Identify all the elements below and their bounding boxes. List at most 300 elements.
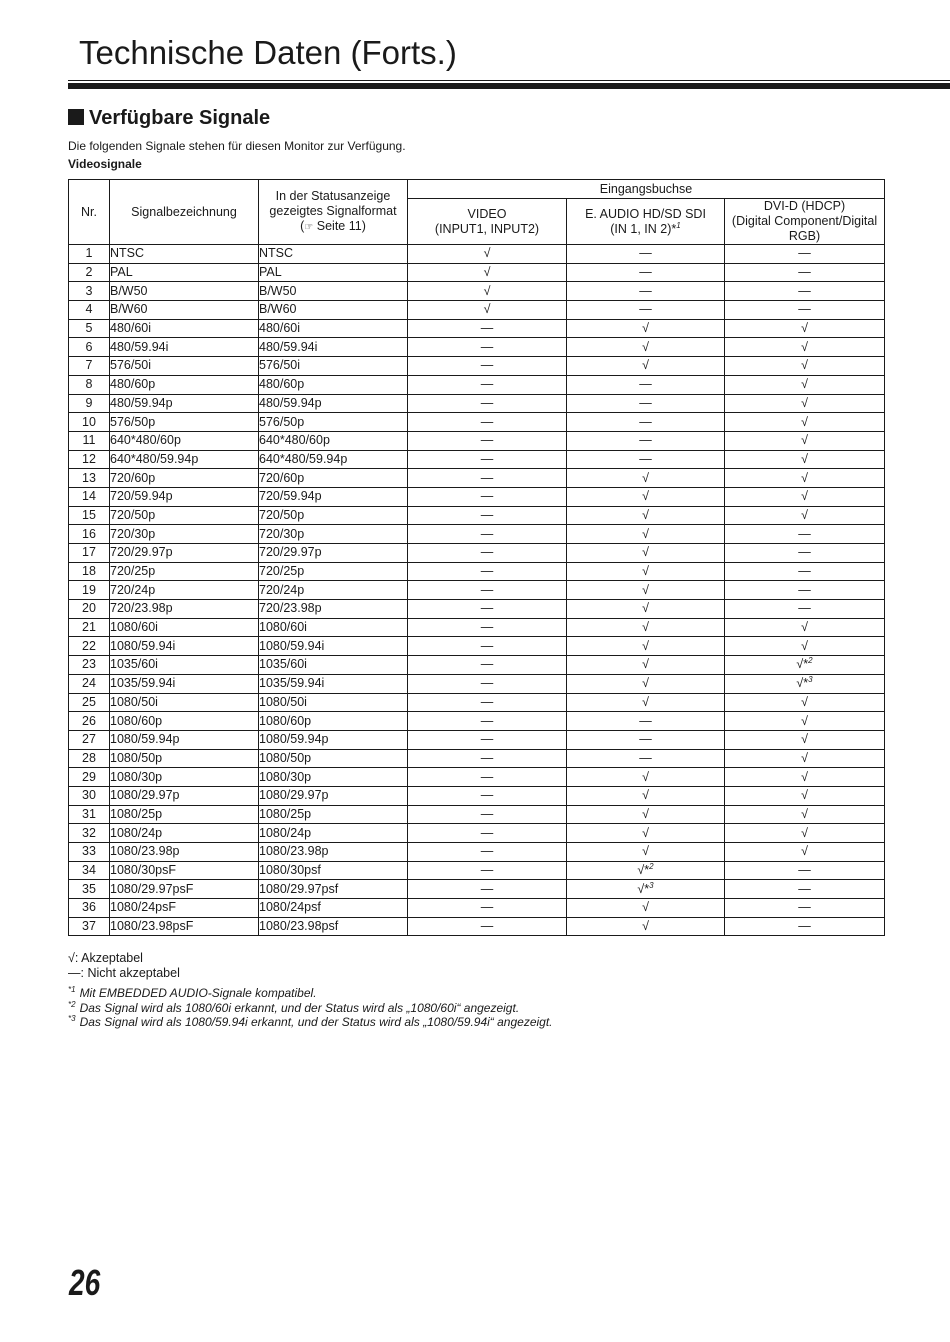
row-dvi-support xyxy=(725,730,885,749)
row-dvi-support-value: — xyxy=(798,526,811,541)
row-status-format-value: 640*480/60p xyxy=(259,433,330,448)
row-audio-support xyxy=(567,469,725,488)
row-video-support-value: — xyxy=(480,900,494,915)
signals-table xyxy=(68,179,885,936)
table-row xyxy=(69,413,885,432)
row-audio-support xyxy=(567,824,725,843)
row-video-support-value: — xyxy=(480,321,494,336)
row-video-support xyxy=(408,301,567,320)
row-number-value: 29 xyxy=(82,769,96,784)
table-row xyxy=(69,506,885,525)
row-audio-support-note: 3 xyxy=(649,880,654,890)
row-signal-name-value: 1080/50p xyxy=(110,750,163,765)
row-number-value: 10 xyxy=(82,414,96,429)
table-row xyxy=(69,263,885,282)
footnote-1-text: Mit EMBEDDED AUDIO-Signale kompatibel. xyxy=(79,986,317,1000)
table-row xyxy=(69,301,885,320)
row-audio-support-value: √* xyxy=(637,863,650,878)
row-video-support-value: — xyxy=(480,620,494,635)
row-dvi-support xyxy=(725,282,885,301)
square-bullet-icon xyxy=(68,109,84,125)
row-video-support xyxy=(408,730,567,749)
row-status-format xyxy=(259,693,408,712)
row-status-format-value: NTSC xyxy=(259,246,294,261)
row-audio-support xyxy=(567,843,725,862)
row-video-support-value: — xyxy=(480,414,494,429)
pointing-hand-icon: ☞ xyxy=(304,222,314,233)
row-video-support xyxy=(408,338,567,357)
header-status-format xyxy=(259,180,408,245)
row-video-support-value: — xyxy=(480,638,494,653)
row-status-format xyxy=(259,618,408,637)
row-signal-name-value: 1080/29.97psF xyxy=(110,881,194,896)
row-number-value: 25 xyxy=(82,694,96,709)
header-dvi-line3: RGB) xyxy=(788,229,821,243)
row-video-support-value: — xyxy=(480,788,494,803)
table-row xyxy=(69,469,885,488)
row-status-format-value: 1080/24p xyxy=(259,825,312,840)
footnote-2 xyxy=(68,1001,553,1016)
row-dvi-support xyxy=(725,581,885,600)
row-video-support-value: — xyxy=(480,395,494,410)
row-number-value: 6 xyxy=(85,339,93,354)
row-video-support xyxy=(408,637,567,656)
row-number-value: 14 xyxy=(82,489,96,504)
row-status-format xyxy=(259,301,408,320)
row-audio-support-value: √ xyxy=(642,545,649,560)
row-number-value: 23 xyxy=(82,657,96,672)
row-dvi-support xyxy=(725,880,885,899)
header-audio-line1: E. AUDIO HD/SD SDI xyxy=(585,206,706,221)
row-signal-name-value: 1080/24psF xyxy=(110,900,177,915)
row-audio-support xyxy=(567,768,725,787)
row-signal-name xyxy=(110,245,259,264)
row-dvi-support-value: — xyxy=(798,564,811,579)
row-status-format-value: B/W50 xyxy=(259,283,297,298)
row-dvi-support xyxy=(725,263,885,282)
row-signal-name xyxy=(110,786,259,805)
row-dvi-support-value: — xyxy=(798,265,811,280)
row-number-value: 21 xyxy=(82,620,96,635)
row-audio-support-note: 2 xyxy=(649,861,654,871)
row-dvi-support-value: — xyxy=(798,881,811,896)
row-status-format-value: 480/59.94p xyxy=(259,395,322,410)
row-number xyxy=(69,880,110,899)
row-audio-support-value: √ xyxy=(642,769,649,784)
row-status-format-value: 1080/29.97p xyxy=(259,788,329,803)
row-number xyxy=(69,469,110,488)
row-video-support-value: — xyxy=(480,526,494,541)
row-audio-support xyxy=(567,880,725,899)
row-dvi-support xyxy=(725,805,885,824)
row-signal-name xyxy=(110,506,259,525)
row-audio-support xyxy=(567,786,725,805)
row-signal-name xyxy=(110,469,259,488)
row-signal-name xyxy=(110,319,259,338)
row-signal-name xyxy=(110,730,259,749)
row-audio-support xyxy=(567,394,725,413)
row-video-support-value: — xyxy=(480,470,494,485)
row-audio-support-value: √ xyxy=(642,358,649,373)
row-audio-support-value: √ xyxy=(642,657,649,672)
row-dvi-support-note: 2 xyxy=(808,656,813,666)
row-signal-name-value: 1080/29.97p xyxy=(110,788,180,803)
row-audio-support-value: √ xyxy=(642,339,649,354)
row-video-support-value: — xyxy=(480,732,494,747)
row-signal-name-value: 1080/23.98psF xyxy=(110,919,194,934)
row-audio-support-value: — xyxy=(639,732,652,747)
row-audio-support xyxy=(567,749,725,768)
row-signal-name xyxy=(110,712,259,731)
row-video-support xyxy=(408,712,567,731)
row-video-support-value: √ xyxy=(483,246,491,261)
row-number-value: 24 xyxy=(82,676,96,691)
row-number-value: 28 xyxy=(82,750,96,765)
row-video-support xyxy=(408,861,567,880)
row-signal-name-value: 480/59.94i xyxy=(110,339,169,354)
header-dvi-line2: (Digital Component/Digital xyxy=(731,214,878,228)
table-row xyxy=(69,656,885,675)
row-audio-support-value: √ xyxy=(642,507,649,522)
row-status-format xyxy=(259,394,408,413)
row-signal-name-value: 1080/50i xyxy=(110,694,158,709)
row-signal-name xyxy=(110,525,259,544)
row-dvi-support-value: √ xyxy=(801,489,808,504)
row-signal-name xyxy=(110,656,259,675)
table-row xyxy=(69,824,885,843)
row-audio-support xyxy=(567,282,725,301)
footnote-1-mark: *1 xyxy=(68,985,76,994)
row-number xyxy=(69,562,110,581)
row-audio-support xyxy=(567,338,725,357)
row-number-value: 18 xyxy=(82,564,96,579)
row-number xyxy=(69,450,110,469)
header-dvi xyxy=(725,199,885,245)
row-audio-support-value: √ xyxy=(642,694,649,709)
row-number-value: 34 xyxy=(82,863,96,878)
footnote-1 xyxy=(68,986,553,1001)
row-dvi-support-value: √ xyxy=(801,507,808,522)
row-dvi-support xyxy=(725,899,885,918)
row-number xyxy=(69,282,110,301)
legend xyxy=(68,951,180,981)
row-dvi-support xyxy=(725,469,885,488)
row-audio-support xyxy=(567,413,725,432)
table-row xyxy=(69,544,885,563)
row-audio-support xyxy=(567,544,725,563)
row-status-format xyxy=(259,656,408,675)
table-body xyxy=(69,245,885,936)
row-signal-name xyxy=(110,581,259,600)
row-audio-support xyxy=(567,805,725,824)
row-audio-support-value: — xyxy=(639,265,652,280)
header-video-line2: (INPUT1, INPUT2) xyxy=(434,221,540,236)
row-status-format-value: 1080/60p xyxy=(259,713,312,728)
row-video-support-value: — xyxy=(480,582,494,597)
row-video-support xyxy=(408,263,567,282)
row-audio-support xyxy=(567,375,725,394)
row-audio-support xyxy=(567,431,725,450)
row-dvi-support xyxy=(725,749,885,768)
row-number xyxy=(69,431,110,450)
row-dvi-support-value: √ xyxy=(801,825,808,840)
row-status-format xyxy=(259,712,408,731)
row-status-format-value: 720/23.98p xyxy=(259,601,322,616)
row-signal-name xyxy=(110,618,259,637)
row-status-format-value: 576/50p xyxy=(259,414,305,429)
row-video-support-value: — xyxy=(480,713,494,728)
row-audio-support-value: — xyxy=(639,414,652,429)
row-dvi-support-value: √ xyxy=(801,377,808,392)
row-signal-name-value: 1080/25p xyxy=(110,806,163,821)
row-dvi-support-value: √ xyxy=(801,844,808,859)
row-status-format xyxy=(259,413,408,432)
row-dvi-support xyxy=(725,843,885,862)
row-status-format-value: 720/25p xyxy=(259,564,305,579)
row-video-support-value: — xyxy=(480,601,494,616)
row-signal-name-value: 480/60i xyxy=(110,321,152,336)
row-status-format-value: 1080/29.97psf xyxy=(259,881,339,896)
row-signal-name-value: 720/60p xyxy=(110,470,156,485)
row-number-value: 9 xyxy=(85,395,93,410)
row-signal-name xyxy=(110,375,259,394)
header-status-format-line1: In der Statusanzeige xyxy=(275,189,391,203)
row-audio-support-value: — xyxy=(639,246,652,261)
row-number xyxy=(69,786,110,805)
row-signal-name-value: 1080/30p xyxy=(110,769,163,784)
header-video-line1: VIDEO xyxy=(467,206,507,221)
row-audio-support xyxy=(567,656,725,675)
row-status-format-value: 1080/59.94i xyxy=(259,638,325,653)
row-audio-support xyxy=(567,693,725,712)
row-dvi-support-value: √ xyxy=(801,638,808,653)
row-status-format-value: 1035/59.94i xyxy=(259,676,325,691)
row-number-value: 15 xyxy=(82,507,96,522)
row-dvi-support-value: — xyxy=(798,302,811,317)
row-status-format xyxy=(259,861,408,880)
row-status-format-value: 640*480/59.94p xyxy=(259,451,348,466)
row-number-value: 27 xyxy=(82,732,96,747)
row-dvi-support-value: √ xyxy=(801,750,808,765)
row-dvi-support xyxy=(725,525,885,544)
row-dvi-support-value: √ xyxy=(801,694,808,709)
row-status-format xyxy=(259,843,408,862)
row-status-format-value: 1080/59.94p xyxy=(259,732,329,747)
row-video-support-value: — xyxy=(480,919,494,934)
row-signal-name-value: 720/24p xyxy=(110,582,156,597)
row-dvi-support-value: √ xyxy=(801,433,808,448)
row-number xyxy=(69,525,110,544)
header-audio-line2: (IN 1, IN 2)* xyxy=(610,221,677,236)
row-video-support xyxy=(408,469,567,488)
row-video-support-value: — xyxy=(480,694,494,709)
row-video-support-value: — xyxy=(480,545,494,560)
row-signal-name-value: 720/50p xyxy=(110,507,156,522)
row-video-support xyxy=(408,319,567,338)
row-number-value: 36 xyxy=(82,900,96,915)
row-number xyxy=(69,917,110,936)
table-row xyxy=(69,525,885,544)
row-video-support-value: — xyxy=(480,806,494,821)
row-dvi-support xyxy=(725,618,885,637)
row-signal-name-value: 576/50i xyxy=(110,358,152,373)
row-number-value: 13 xyxy=(82,470,96,485)
row-signal-name xyxy=(110,824,259,843)
row-number xyxy=(69,394,110,413)
row-status-format-value: 480/60p xyxy=(259,377,305,392)
row-video-support-value: — xyxy=(480,676,494,691)
row-audio-support-value: — xyxy=(639,395,652,410)
row-video-support xyxy=(408,394,567,413)
row-audio-support-value: √ xyxy=(642,638,649,653)
row-audio-support xyxy=(567,562,725,581)
row-signal-name-value: 720/25p xyxy=(110,564,156,579)
row-audio-support-value: — xyxy=(639,302,652,317)
row-status-format xyxy=(259,506,408,525)
row-dvi-support-value: √ xyxy=(801,451,808,466)
row-number-value: 30 xyxy=(82,788,96,803)
row-video-support xyxy=(408,786,567,805)
row-audio-support-value: — xyxy=(639,433,652,448)
row-dvi-support xyxy=(725,674,885,693)
row-status-format-value: 1080/25p xyxy=(259,806,312,821)
table-row xyxy=(69,357,885,376)
table-row xyxy=(69,562,885,581)
row-status-format-value: 1080/50i xyxy=(259,694,307,709)
row-audio-support-value: √ xyxy=(642,601,649,616)
row-signal-name-value: 576/50p xyxy=(110,414,156,429)
row-video-support xyxy=(408,375,567,394)
row-dvi-support-value: √ xyxy=(801,395,808,410)
table-row xyxy=(69,394,885,413)
row-status-format xyxy=(259,357,408,376)
row-number xyxy=(69,693,110,712)
videosignale-subheading: Videosignale xyxy=(68,157,142,171)
row-status-format xyxy=(259,600,408,619)
row-status-format-value: 1080/23.98psf xyxy=(259,919,339,934)
row-dvi-support-value: — xyxy=(798,246,811,261)
row-number xyxy=(69,637,110,656)
row-dvi-support xyxy=(725,917,885,936)
row-audio-support xyxy=(567,581,725,600)
table-row xyxy=(69,637,885,656)
row-signal-name-value: 1035/59.94i xyxy=(110,676,176,691)
row-number xyxy=(69,338,110,357)
row-video-support xyxy=(408,600,567,619)
row-video-support xyxy=(408,899,567,918)
row-status-format xyxy=(259,263,408,282)
row-status-format-value: 1080/60i xyxy=(259,620,307,635)
row-status-format-value: PAL xyxy=(259,265,282,280)
page-number: 26 xyxy=(69,1262,101,1303)
row-status-format xyxy=(259,637,408,656)
row-status-format xyxy=(259,338,408,357)
row-signal-name xyxy=(110,861,259,880)
header-status-format-ref-open: ( xyxy=(300,219,305,233)
row-signal-name xyxy=(110,693,259,712)
row-number-value: 31 xyxy=(82,806,96,821)
row-dvi-support-value: — xyxy=(798,900,811,915)
row-dvi-support-value: √ xyxy=(801,321,808,336)
header-signal-name: Signalbezeichnung xyxy=(110,180,259,245)
row-dvi-support-value: — xyxy=(798,545,811,560)
row-dvi-support xyxy=(725,431,885,450)
header-input-group: Eingangsbuchse xyxy=(408,180,885,199)
row-dvi-support-value: √ xyxy=(801,732,808,747)
row-video-support xyxy=(408,450,567,469)
row-audio-support-value: — xyxy=(639,283,652,298)
row-signal-name xyxy=(110,544,259,563)
row-status-format xyxy=(259,525,408,544)
row-audio-support-value: √ xyxy=(642,620,649,635)
row-video-support xyxy=(408,693,567,712)
table-row xyxy=(69,749,885,768)
row-video-support-value: — xyxy=(480,844,494,859)
row-dvi-support xyxy=(725,786,885,805)
row-signal-name-value: 640*480/60p xyxy=(110,433,181,448)
row-audio-support-value: √ xyxy=(642,844,649,859)
row-audio-support-value: — xyxy=(639,451,652,466)
row-status-format-value: 720/24p xyxy=(259,582,305,597)
row-video-support xyxy=(408,487,567,506)
row-video-support-value: — xyxy=(480,339,494,354)
row-number-value: 7 xyxy=(85,358,93,373)
row-audio-support-value: √ xyxy=(642,806,649,821)
table-row xyxy=(69,319,885,338)
table-row xyxy=(69,600,885,619)
row-number-value: 12 xyxy=(82,451,96,466)
row-dvi-support xyxy=(725,375,885,394)
row-audio-support xyxy=(567,301,725,320)
row-number-value: 22 xyxy=(82,638,96,653)
footnote-3-text: Das Signal wird als 1080/59.94i erkannt, und der Status wird als „1080/59.94i“ angezeigt. xyxy=(79,1015,553,1029)
row-number xyxy=(69,730,110,749)
row-number xyxy=(69,319,110,338)
header-nr: Nr. xyxy=(69,180,110,245)
header-status-format-ref: Seite 11) xyxy=(316,219,366,233)
row-video-support-value: — xyxy=(480,564,494,579)
row-audio-support xyxy=(567,487,725,506)
table-row xyxy=(69,805,885,824)
row-dvi-support-value: — xyxy=(798,863,811,878)
row-status-format-value: 1080/30psf xyxy=(259,863,321,878)
row-number xyxy=(69,618,110,637)
row-audio-support-value: √* xyxy=(637,881,650,896)
row-audio-support xyxy=(567,730,725,749)
table-header xyxy=(69,180,885,245)
row-video-support-value: — xyxy=(480,451,494,466)
row-video-support-value: — xyxy=(480,825,494,840)
row-dvi-support xyxy=(725,824,885,843)
legend-accept: √: Akzeptabel xyxy=(68,951,143,965)
row-video-support xyxy=(408,581,567,600)
table-row xyxy=(69,693,885,712)
row-signal-name-value: 1080/30psF xyxy=(110,863,177,878)
row-signal-name-value: 640*480/59.94p xyxy=(110,451,199,466)
row-signal-name xyxy=(110,880,259,899)
row-dvi-support xyxy=(725,487,885,506)
row-dvi-support xyxy=(725,637,885,656)
row-signal-name-value: 1080/23.98p xyxy=(110,844,180,859)
row-dvi-support-value: √* xyxy=(796,657,809,672)
header-audio xyxy=(567,199,725,245)
row-number xyxy=(69,768,110,787)
row-audio-support xyxy=(567,525,725,544)
row-video-support xyxy=(408,656,567,675)
row-dvi-support xyxy=(725,693,885,712)
row-signal-name-value: 480/59.94p xyxy=(110,395,173,410)
row-video-support-value: — xyxy=(480,433,494,448)
